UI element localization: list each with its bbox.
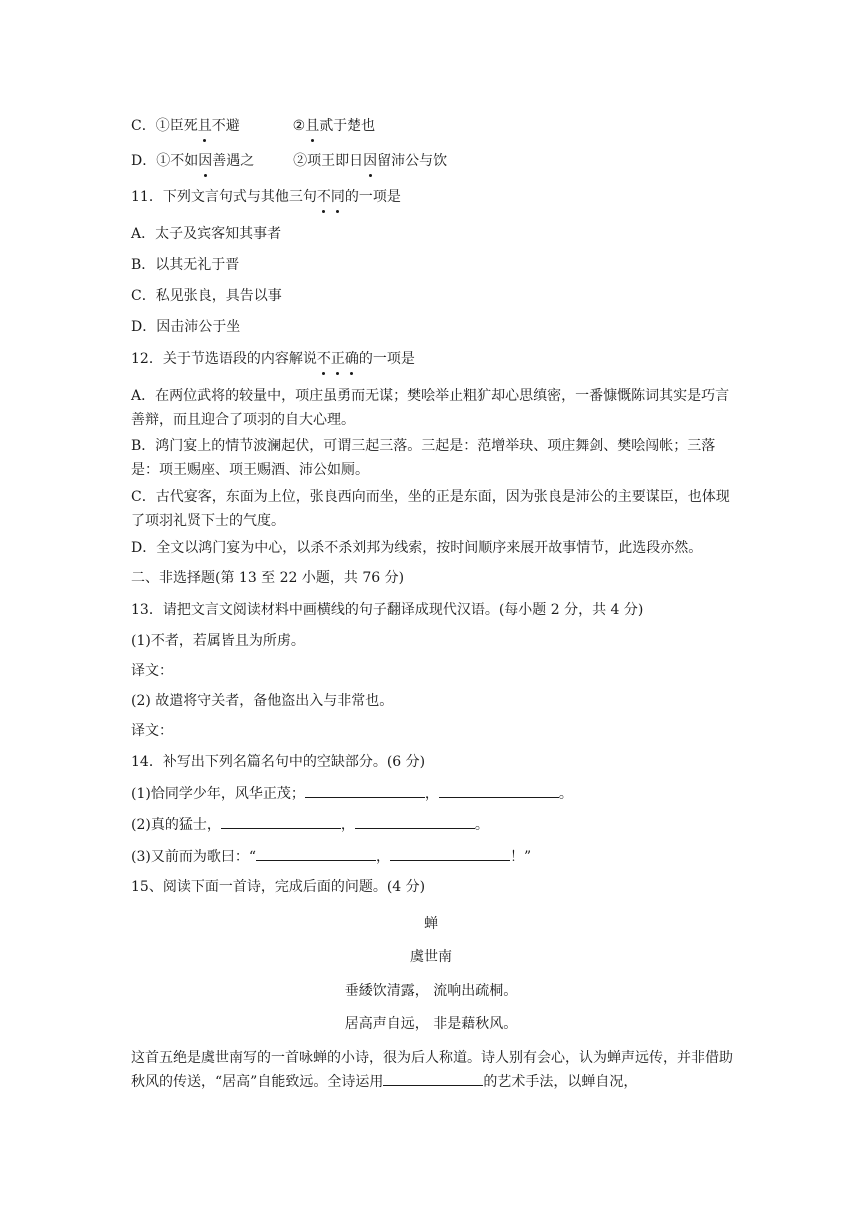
emphasis-dot-char: 且 — [305, 118, 320, 134]
q11-option-b: B．以其无礼于晋 — [131, 257, 240, 273]
q12-option-d: D．全文以鸿门宴为中心，以杀不杀刘邦为线索，按时间顺序来展开故事情节，此选段亦然。 — [131, 540, 703, 556]
fill-blank[interactable] — [390, 846, 510, 861]
q13-translation-label-1: 译文： — [131, 663, 173, 679]
emphasis-dot-char: 确 — [344, 351, 359, 367]
emphasis-dot-char: 且 — [197, 118, 212, 134]
poem-title: 蝉 — [424, 916, 438, 932]
q13-translation-label-2: 译文： — [131, 723, 173, 739]
q10-option-d: D．①不如因善遇之 ②项王即日因留沛公与饮 — [131, 153, 448, 169]
fill-blank[interactable] — [439, 783, 559, 798]
q14-stem: 14．补写出下列名篇名句中的空缺部分。(6 分) — [131, 754, 426, 770]
q12-option-c: C．古代宴客，东面为上位，张良西向而坐，坐的正是东面，因为张良是沛公的主要谋臣，也体现了项羽礼贤下士的气度。 — [131, 489, 730, 529]
fill-blank[interactable] — [355, 814, 475, 829]
q11-option-d: D．因击沛公于坐 — [131, 319, 241, 335]
fill-blank[interactable] — [305, 783, 425, 798]
q12-stem: 12．关于节选语段的内容解说不正确的一项是 — [131, 351, 415, 367]
emphasis-dot-char: 因 — [363, 153, 378, 169]
q15-stem: 15、阅读下面一首诗，完成后面的问题。(4 分) — [131, 879, 426, 895]
fill-blank[interactable] — [256, 846, 376, 861]
q13-sentence-1: (1)不者，若属皆且为所虏。 — [131, 633, 305, 649]
emphasis-dot-char: 因 — [198, 153, 213, 169]
poem-line-2: 居高声自远， 非是藉秋风。 — [344, 1016, 518, 1032]
emphasis-dot-char: 同 — [330, 189, 345, 205]
q13-sentence-2: (2) 故遣将守关者，备他盗出入与非常也。 — [131, 693, 394, 709]
section-heading: 二、非选择题(第 13 至 22 小题，共 76 分) — [131, 570, 405, 586]
poem-author: 虞世南 — [410, 949, 452, 965]
q10-option-c: C．①臣死且不避 ②且贰于楚也 — [131, 118, 376, 134]
q14-line-2: (2)真的猛士， ， 。 — [131, 814, 489, 835]
q14-line-1: (1)恰同学少年，风华正茂； ， 。 — [131, 783, 573, 804]
q14-line-3: (3)又前而为歌曰：“ ， ！” — [131, 846, 531, 867]
q13-stem: 13．请把文言文阅读材料中画横线的句子翻译成现代汉语。(每小题 2 分，共 4 分) — [131, 602, 644, 618]
fill-blank[interactable] — [383, 1070, 483, 1086]
emphasis-dot-char: 正 — [330, 351, 345, 367]
q11-stem: 11．下列文言句式与其他三句不同的一项是 — [131, 189, 401, 205]
q15-paragraph: 这首五绝是虞世南写的一首咏蝉的小诗，很为后人称道。诗人别有会心，认为蝉声远传，并非借助秋风的传送，“居高”自能致远。全诗运用 的艺术手法，以蝉自况， — [131, 1050, 733, 1090]
emphasis-dot-char: 不 — [316, 351, 331, 367]
fill-blank[interactable] — [221, 814, 341, 829]
q11-option-a: A．太子及宾客知其事者 — [131, 226, 282, 242]
q12-option-a: A．在两位武将的较量中，项庄虽勇而无谋；樊哙举止粗犷却心思缜密，一番慷慨陈词其实是巧言善辩，而且迎合了项羽的自大心理。 — [131, 388, 730, 428]
emphasis-dot-char: 不 — [316, 189, 331, 205]
q12-option-b: B．鸿门宴上的情节波澜起伏，可谓三起三落。三起是：范增举玦、项庄舞剑、樊哙闯帐；三落是：项王赐座、项王赐酒、沛公如厕。 — [131, 438, 716, 478]
poem-line-1: 垂緌饮清露， 流响出疏桐。 — [344, 983, 518, 999]
q11-option-c: C．私见张良，具告以事 — [131, 288, 282, 304]
